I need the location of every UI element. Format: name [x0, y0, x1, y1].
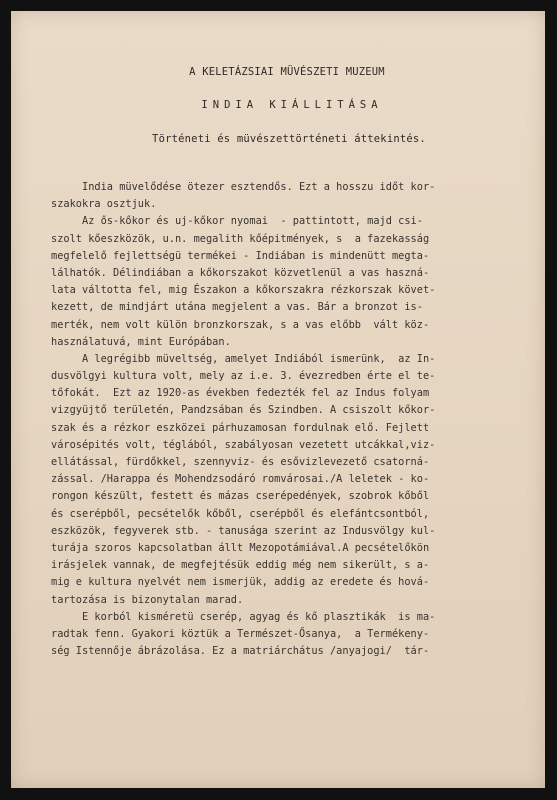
text-line: E korból kisméretü cserép, agyag és kő plasztikák is ma-: [51, 610, 436, 623]
text-line: ellátással, fürdőkkel, szennyviz- és esővizlevezető csatorná-: [51, 456, 430, 468]
text-line: kezett, de mindjárt utána megjelent a vas. Bár a bronzot is-: [51, 301, 423, 314]
text-line: tőfokát. Ezt az 1920-as években fedezték fel az Indus folyam: [51, 387, 430, 400]
text-line: vizgyüjtő területén, Pandzsában és Szindben. A csiszolt kőkor-: [51, 404, 436, 417]
museum-title: A KELETÁZSIAI MÜVÉSZETI MUZEUM: [189, 66, 385, 78]
exhibition-title: INDIA KIÁLLITÁSA: [201, 99, 383, 111]
text-line: radtak fenn. Gyakori köztük a Természet-Ősanya, a Termékeny-: [51, 627, 430, 640]
typewritten-content: [51, 65, 511, 660]
text-line: ség Istennője ábrázolása. Ez a matriárchátus /anyajogi/ tár-: [51, 645, 430, 658]
text-line: szakokra osztjuk.: [51, 198, 157, 211]
document-page: [11, 11, 545, 788]
text-line: A legrégibb müveltség, amelyet Indiából ismerünk, az In-: [51, 352, 436, 365]
document-subtitle: Történeti és müvészettörténeti áttekintés.: [152, 133, 426, 145]
text-line: zással. /Harappa és Mohendzsodáró romvárosai./A leletek - ko-: [51, 473, 430, 486]
text-line: rongon készült, festett és mázas cserépedények, szobrok kőből: [51, 490, 430, 503]
text-line: és cserépből, pecsételők kőből, cserépből és elefántcsontból,: [51, 507, 430, 520]
text-line: eszközök, fegyverek stb. - tanusága szerint az Indusvölgy kul-: [51, 524, 436, 537]
text-line: lálhatók. Délindiában a kőkorszakot közvetlenül a vas haszná-: [51, 266, 430, 279]
text-line: India müvelődése ötezer esztendős. Ezt a hosszu időt kor-: [51, 181, 436, 193]
text-line: merték, nem volt külön bronzkorszak, s a vas előbb vált köz-: [51, 318, 430, 331]
text-line: dusvölgyi kultura volt, mely az i.e. 3. évezredben érte el te-: [51, 370, 436, 383]
text-line: megfelelő fejlettségü termékei - Indiában is mindenütt megta-: [51, 249, 430, 262]
text-line: szak és a rézkor eszközei párhuzamosan fordulnak elő. Fejlett: [51, 421, 430, 434]
text-line: tartozása is bizonytalan marad.: [51, 593, 244, 606]
body-text: [51, 179, 511, 660]
text-line: lata váltotta fel, mig Északon a kőkorszakra rézkorszak követ-: [51, 284, 436, 297]
text-line: városépités volt, téglából, szabályosan vezetett utcákkal,viz-: [51, 438, 436, 451]
text-line: mig e kultura nyelvét nem ismerjük, addig az eredete és hová-: [51, 576, 430, 589]
text-line: irásjelek vannak, de megfejtésük eddig még nem sikerült, s a-: [51, 559, 430, 572]
text-line: használatuvá, mint Európában.: [51, 335, 231, 348]
text-line: turája szoros kapcsolatban állt Mezopotámiával.A pecsételőkön: [51, 541, 430, 554]
text-line: szolt kőeszközök, u.n. megalith kőépitmények, s a fazekasság: [51, 232, 430, 245]
text-line: Az ős-kőkor és uj-kőkor nyomai - pattintott, majd csi-: [51, 215, 423, 228]
